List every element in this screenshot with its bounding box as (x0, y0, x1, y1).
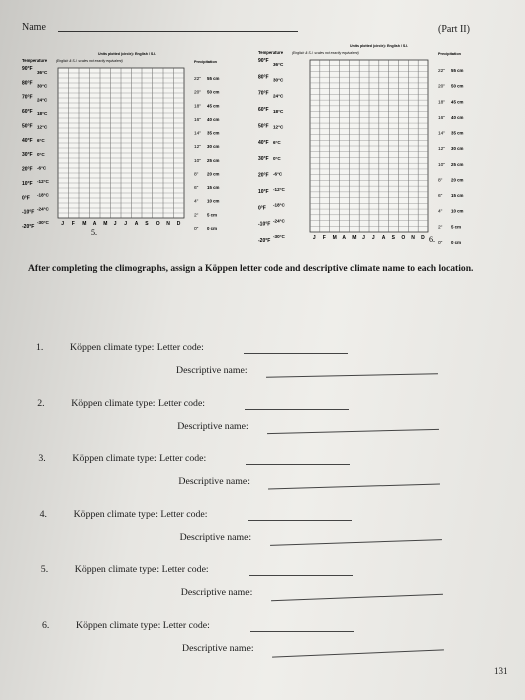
chart1-month-label: A (92, 221, 97, 227)
chart1-month-label: D (176, 221, 181, 227)
chart2-cm-label: 45 cm (451, 99, 464, 105)
chart2-c-label: 24°C (273, 93, 284, 99)
chart2-month-label: J (371, 235, 375, 241)
chart2-in-label: 14" (438, 131, 446, 137)
chart2-month-label: J (312, 235, 316, 241)
chart1-c-label: 18°C (37, 110, 48, 116)
chart1-month-label: J (61, 221, 65, 227)
chart1-in-label: 22" (194, 77, 202, 82)
chart1-c-label: -12°C (37, 179, 49, 185)
chart2-number: 6. (429, 235, 435, 244)
question-number: 5. (40, 564, 49, 575)
chart2-month-label: F (322, 235, 326, 241)
chart2-f-label: 70°F (258, 90, 269, 97)
chart2-in-label: 0" (438, 241, 443, 246)
letter-code-label: Köppen climate type: Letter code: (73, 509, 208, 520)
chart2-month-label: O (401, 235, 406, 241)
chart1-cm-label: 40 cm (207, 116, 220, 122)
descriptive-name-blank[interactable] (268, 483, 440, 489)
descriptive-name-label: Descriptive name: (179, 532, 252, 543)
chart1-f-label: 40°F (22, 137, 33, 144)
chart2-cm-label: 25 cm (451, 161, 464, 167)
letter-code-label: Köppen climate type: Letter code: (76, 620, 210, 631)
letter-code-label: Köppen climate type: Letter code: (74, 564, 209, 575)
question-item (38, 453, 498, 489)
question-number: 6. (42, 620, 50, 631)
chart2-in-label: 12" (438, 147, 446, 153)
instructions: After completing the climographs, assign a Köppen letter code and descriptive climate name to each location. (28, 263, 474, 274)
chart1-month-label: J (113, 221, 117, 227)
chart1-f-label: 10°F (22, 180, 33, 187)
chart2-in-label: 10" (438, 162, 446, 168)
chart1-month-label: S (145, 221, 149, 227)
letter-code-blank[interactable] (248, 520, 352, 521)
chart1-cm-label: 45 cm (207, 103, 220, 109)
chart1-cm-label: 35 cm (207, 130, 220, 136)
letter-code-blank[interactable] (246, 464, 350, 465)
letter-code-blank[interactable] (249, 575, 353, 576)
descriptive-name-blank[interactable] (271, 594, 443, 602)
chart1-in-label: 14" (194, 131, 202, 137)
chart2-c-label: 12°C (273, 124, 284, 130)
chart2-in-label: 4" (438, 209, 443, 215)
chart1-temp-title: Temperature (22, 58, 48, 63)
question-item (42, 620, 502, 656)
part-label: (Part II) (438, 24, 470, 35)
chart1-in-label: 18" (194, 104, 202, 110)
chart2-c-label: -24°C (273, 218, 285, 224)
letter-code-blank[interactable] (250, 631, 354, 632)
chart1-month-label: J (124, 221, 128, 227)
chart2-f-label: 10°F (258, 188, 269, 195)
letter-code-label: Köppen climate type: Letter code: (72, 453, 207, 464)
chart1-f-label: 60°F (22, 109, 33, 116)
chart1-month-label: N (166, 221, 170, 227)
chart2-c-label: 18°C (273, 108, 284, 114)
chart1-in-label: 4" (194, 199, 199, 205)
chart1-units-label: Units plotted (circle): English / S.I. (98, 52, 157, 56)
chart1-c-label: -18°C (37, 192, 49, 198)
chart1-in-label: 8" (194, 172, 199, 178)
descriptive-name-label: Descriptive name: (182, 643, 254, 654)
chart1-f-label: 90°F (22, 66, 33, 72)
chart1-cm-label: 50 cm (207, 89, 220, 95)
letter-code-blank[interactable] (244, 353, 348, 354)
chart1-f-label: 0°F (22, 195, 30, 202)
chart2-c-label: 0°C (273, 155, 281, 161)
chart1-cm-label: 15 cm (207, 185, 220, 191)
chart2-f-label: 20°F (258, 172, 269, 179)
chart2-in-label: 2" (438, 225, 443, 231)
chart1-in-label: 16" (194, 117, 202, 123)
chart2-f-label: -10°F (258, 221, 271, 228)
chart2-cm-label: 40 cm (451, 114, 464, 120)
chart1-f-label: -20°F (22, 224, 35, 230)
chart1-f-label: 30°F (22, 152, 33, 159)
question-number: 2. (37, 398, 45, 409)
chart1-f-label: 20°F (22, 166, 33, 173)
chart1-cm-label: 55 cm (207, 76, 220, 81)
chart1-in-label: 10" (194, 158, 202, 164)
chart1-in-label: 6" (194, 186, 199, 192)
chart2-c-label: 6°C (273, 140, 281, 146)
chart1-c-label: -6°C (37, 165, 47, 171)
descriptive-name-label: Descriptive name: (177, 421, 249, 432)
descriptive-name-label: Descriptive name: (178, 476, 250, 487)
chart1-month-label: O (155, 221, 160, 227)
chart1-precip-title: Precipitation (194, 60, 217, 64)
chart2-cm-label: 50 cm (451, 83, 464, 89)
chart2-in-label: 18" (438, 100, 446, 106)
chart1-f-label: 70°F (22, 94, 33, 101)
chart1-f-label: 50°F (22, 123, 33, 130)
chart2-cm-label: 20 cm (451, 177, 464, 183)
chart1-f-label: -10°F (22, 209, 35, 216)
chart1-f-label: 80°F (22, 80, 33, 87)
chart2-c-label: -12°C (273, 187, 285, 193)
chart1-in-label: 0" (194, 227, 199, 232)
chart2-f-label: 60°F (258, 107, 269, 114)
chart2-f-label: 40°F (258, 139, 269, 146)
chart2-cm-label: 55 cm (451, 68, 464, 73)
chart2-c-label: 36°C (273, 62, 284, 67)
chart2-month-label: A (342, 235, 347, 241)
question-item (40, 509, 500, 545)
chart1-cm-label: 0 cm (207, 226, 218, 231)
chart2-in-label: 16" (438, 115, 446, 121)
question-item (41, 564, 501, 600)
letter-code-label: Köppen climate type: Letter code: (70, 342, 204, 353)
chart1-number: 5. (91, 228, 97, 237)
question-number: 1. (36, 342, 44, 353)
chart2-month-label: D (421, 235, 425, 241)
chart2-in-label: 22" (438, 69, 446, 74)
question-number: 3. (38, 453, 46, 464)
chart1-c-label: 0°C (37, 151, 45, 157)
letter-code-label: Köppen climate type: Letter code: (71, 398, 206, 409)
chart1-cm-label: 25 cm (207, 157, 220, 163)
descriptive-name-blank[interactable] (270, 539, 442, 546)
chart1-temp-sub: (English & S.I. scales not exactly equivalent) (56, 59, 123, 63)
chart2-month-label: M (332, 235, 337, 241)
descriptive-name-blank[interactable] (266, 373, 438, 378)
letter-code-blank[interactable] (245, 409, 349, 410)
chart2-month-label: S (391, 235, 395, 241)
chart2-c-label: -18°C (273, 202, 285, 208)
chart2-precip-title: Precipitation (438, 52, 461, 56)
chart1-cm-label: 20 cm (207, 171, 220, 177)
chart1-in-label: 2" (194, 213, 199, 219)
chart1-cm-label: 30 cm (207, 144, 220, 150)
chart1-month-label: F (71, 221, 75, 227)
chart1-c-label: 12°C (37, 124, 48, 130)
chart2-cm-label: 0 cm (451, 240, 462, 245)
chart2-in-label: 8" (438, 178, 443, 184)
descriptive-name-label: Descriptive name: (180, 587, 253, 598)
chart2-cm-label: 5 cm (451, 224, 462, 230)
chart2-month-label: M (352, 235, 357, 241)
chart1-in-label: 12" (194, 145, 202, 151)
descriptive-name-blank[interactable] (272, 649, 444, 657)
chart1-cm-label: 10 cm (207, 198, 220, 204)
chart2-c-label: 30°C (273, 77, 284, 83)
chart1-c-label: -30°C (37, 220, 49, 225)
chart2-month-label: A (381, 235, 386, 241)
question-item (37, 398, 497, 434)
chart2-f-label: 80°F (258, 74, 269, 81)
chart1-c-label: 30°C (37, 83, 48, 89)
chart2-c-label: -30°C (273, 234, 285, 239)
chart1-in-label: 20" (194, 90, 202, 96)
chart2-cm-label: 10 cm (451, 208, 464, 214)
question-number: 4. (39, 509, 47, 520)
chart2-cm-label: 15 cm (451, 193, 464, 199)
chart1-cm-label: 5 cm (207, 212, 218, 218)
chart2-f-label: 30°F (258, 156, 269, 163)
chart1-month-label: M (103, 221, 108, 227)
name-label: Name (22, 22, 46, 33)
descriptive-name-blank[interactable] (267, 429, 439, 434)
chart1-c-label: -24°C (37, 206, 49, 212)
chart2-in-label: 6" (438, 194, 443, 200)
chart2-f-label: 50°F (258, 123, 269, 130)
chart1-month-label: M (82, 221, 87, 227)
chart2-in-label: 20" (438, 84, 446, 90)
chart1-month-label: A (134, 221, 139, 227)
chart2-c-label: -6°C (273, 171, 283, 177)
descriptive-name-label: Descriptive name: (176, 365, 248, 376)
chart2-temp-title: Temperature (258, 50, 284, 55)
page-number: 131 (494, 666, 508, 676)
chart2-temp-sub: (English & S.I. scales not exactly equivalent) (292, 51, 359, 55)
climograph-area (0, 0, 525, 280)
question-item (36, 342, 496, 378)
chart1-c-label: 6°C (37, 138, 45, 144)
chart2-month-label: N (411, 235, 415, 241)
chart1-c-label: 36°C (37, 70, 48, 75)
chart2-units-label: Units plotted (circle): English / S.I. (350, 44, 409, 48)
chart2-cm-label: 35 cm (451, 130, 464, 136)
chart2-f-label: -20°F (258, 238, 271, 244)
chart1-c-label: 24°C (37, 97, 48, 103)
chart2-f-label: 0°F (258, 205, 266, 212)
chart2-month-label: J (362, 235, 365, 241)
chart2-f-label: 90°F (258, 58, 269, 64)
chart2-cm-label: 30 cm (451, 146, 464, 152)
